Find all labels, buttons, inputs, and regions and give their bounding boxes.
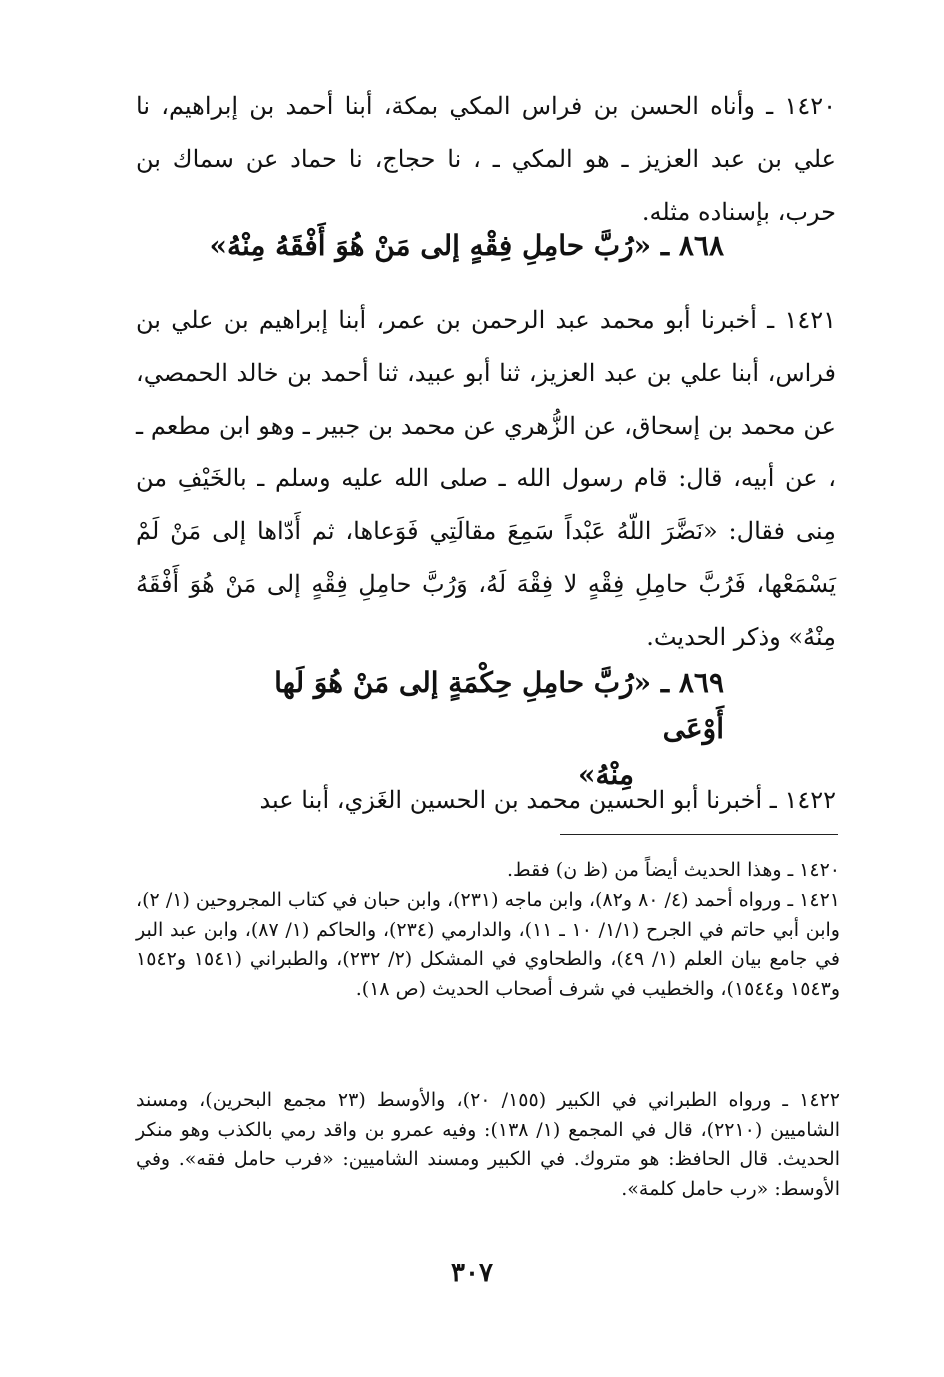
footnote-1422: ١٤٢٢ ـ ورواه الطبراني في الكبير (١٥٥/ ٢٠)، والأوسط (٢٣ مجمع البحرين)، ومسند الشاميين (٢٢١٠)، قال في المجمع (١/ ١٣٨): وفيه عمرو بن واقد رمي بالكذب وهو منكر الحديث. قال الحافظ: هو متروك. في الكبير ومسند الشاميين: «فرب حامل فقه». وفي الأوسط: «رب حامل كلمة». — [136, 1089, 841, 1200]
paragraph-1421: ١٤٢١ ـ أخبرنا أبو محمد عبد الرحمن بن عمر، أبنا إبراهيم بن علي بن فراس، أبنا علي بن عبد العزيز، ثنا أبو عبيد، ثنا أحمد بن خالد الحمصي، عن محمد بن إسحاق، عن الزُّهري عن محمد بن جبير ـ وهو ابن مطعم ـ ، عن أبيه، قال: قام رسول الله ـ صلى الله عليه وسلم ـ بالخَيْفِ من مِنى فقال: «نَضَّرَ اللّهُ عَبْداً سَمِعَ مقالَتِي فَوَعاها، ثم أَدّاها إلى مَنْ لَمْ يَسْمَعْها، فَرُبَّ حامِلِ فِقْهٍ لا فِقْهَ لَهُ، وَرُبَّ حامِلِ فِقْهٍ إلى مَنْ هُوَ أَفْقَهُ مِنْهُ» وذكر الحديث. — [136, 306, 836, 651]
footnote-separator — [560, 834, 838, 835]
paragraph-1420: ١٤٢٠ ـ وأناه الحسن بن فراس المكي بمكة، أبنا أحمد بن إبراهيم، نا علي بن عبد العزيز ـ هو المكي ـ ، نا حجاج، نا حماد عن سماك بن حرب، بإسناده مثله. — [136, 92, 836, 226]
paragraph-1422: ١٤٢٢ ـ أخبرنا أبو الحسين محمد بن الحسين الغَزي، أبنا عبد — [259, 786, 836, 814]
footnote-1421: ١٤٢١ ـ ورواه أحمد (٤/ ٨٠ و٨٢)، وابن ماجه (٢٣١)، وابن حبان في كتاب المجروحين (١/ ٢)، وابن أبي حاتم في الجرح (١/١/ ١٠ ـ ١١)، والدارمي (٢٣٤)، والحاكم (١/ ٨٧)، وابن عبد البر في جامع بيان العلم (١/ ٤٩)، والطحاوي في المشكل (٢/ ٢٣٢)، والطبراني (١٥٤١ و١٥٤٢ و١٥٤٣ و١٥٤٤)، والخطيب في شرف أصحاب الحديث (ص ١٨). — [136, 889, 840, 1000]
page-number: ٣٠٧ — [451, 1258, 493, 1288]
heading-869-line1: ٨٦٩ ـ «رُبَّ حامِلِ حِكْمَةٍ إلى مَنْ هُوَ لَها أَوْعَى — [274, 666, 724, 745]
footnote-1420: ١٤٢٠ ـ وهذا الحديث أيضاً من (ظ ن) فقط. — [507, 859, 840, 881]
heading-868: ٨٦٨ ـ «رُبَّ حامِلِ فِقْهٍ إلى مَنْ هُوَ أَفْقَهُ مِنْهُ» — [209, 229, 724, 262]
heading-869-line2: مِنْهُ» — [578, 758, 634, 791]
